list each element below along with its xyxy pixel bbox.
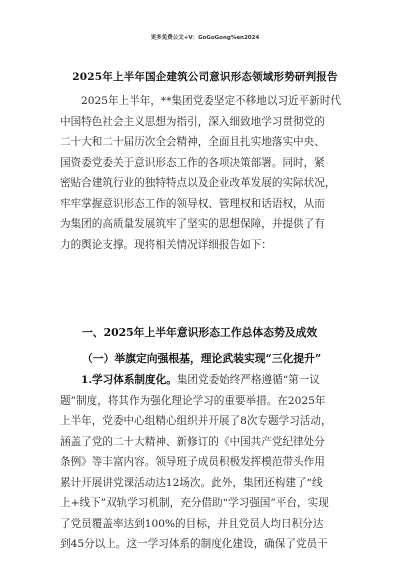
section1-line: 题”制度，将其作为强化理论学习的重要举措。在2025年 bbox=[60, 394, 326, 407]
section1-line: 涵盖了党的二十大精神、新修订的《中国共产党纪律处分 bbox=[60, 435, 325, 448]
intro-line: 中国特色社会主义思想为指引，深入细致地学习贯彻党的 bbox=[60, 115, 325, 128]
section1-line: 条例》等丰富内容。领导班子成员积极发挥模范带头作用 bbox=[60, 456, 325, 468]
intro-line: 二十大和二十届历次全会精神，全面且扎实地落实中央、 bbox=[60, 136, 325, 148]
intro-line: 为集团的高质量发展筑牢了坚实的思想保障，并提供了有 bbox=[60, 218, 325, 230]
intro-line: 牢牢掌握意识形态工作的领导权、管理权和话语权，从而 bbox=[60, 197, 325, 210]
section1-line: 上+线下”双轨学习机制，充分借助“学习强国”平台，实现 bbox=[60, 497, 329, 509]
section-heading-1: 一、2025年上半年意识形态工作总体态势及成效 bbox=[82, 326, 318, 339]
section1-line: 上半年，党委中心组精心组织并开展了8次专题学习活动， bbox=[60, 415, 332, 427]
section1-line: 了党员覆盖率达到100%的目标，并且党员人均日积分达 bbox=[60, 517, 324, 530]
watermark-text: 更多免费公文+V：GoGoGong%en2024 bbox=[150, 35, 260, 41]
intro-line: 密贴合建筑行业的独特特点以及企业改革发展的实际状况， bbox=[60, 177, 336, 189]
intro-line: 力的舆论支撑。现将相关情况详细报告如下： bbox=[60, 238, 272, 251]
intro-line: 国资委党委关于意识形态工作的各项决策部署。同时，紧 bbox=[60, 156, 325, 169]
section1-first-line bbox=[60, 370, 360, 391]
section1-first-rest: 集团党委始终严格遵循“第一议 bbox=[176, 374, 320, 386]
subsection-heading: （一）举旗定向强根基，理论武装实现“三化提升” bbox=[82, 352, 322, 365]
intro-line: 2025年上半年，**集团党委坚定不移地以习近平新时代 bbox=[81, 95, 342, 107]
section1-line: 到45分以上。这一学习体系的制度化建设，确保了党员干 bbox=[60, 538, 328, 550]
section1-line: 累计开展讲党课活动达12场次。此外，集团还构建了“线 bbox=[60, 476, 323, 489]
document-title: 2025年上半年国企建筑公司意识形态领域形势研判报告 bbox=[72, 71, 338, 83]
section1-lead: 1.学习体系制度化。 bbox=[81, 374, 177, 386]
section1-paragraph bbox=[60, 370, 360, 555]
intro-paragraph bbox=[60, 91, 360, 255]
